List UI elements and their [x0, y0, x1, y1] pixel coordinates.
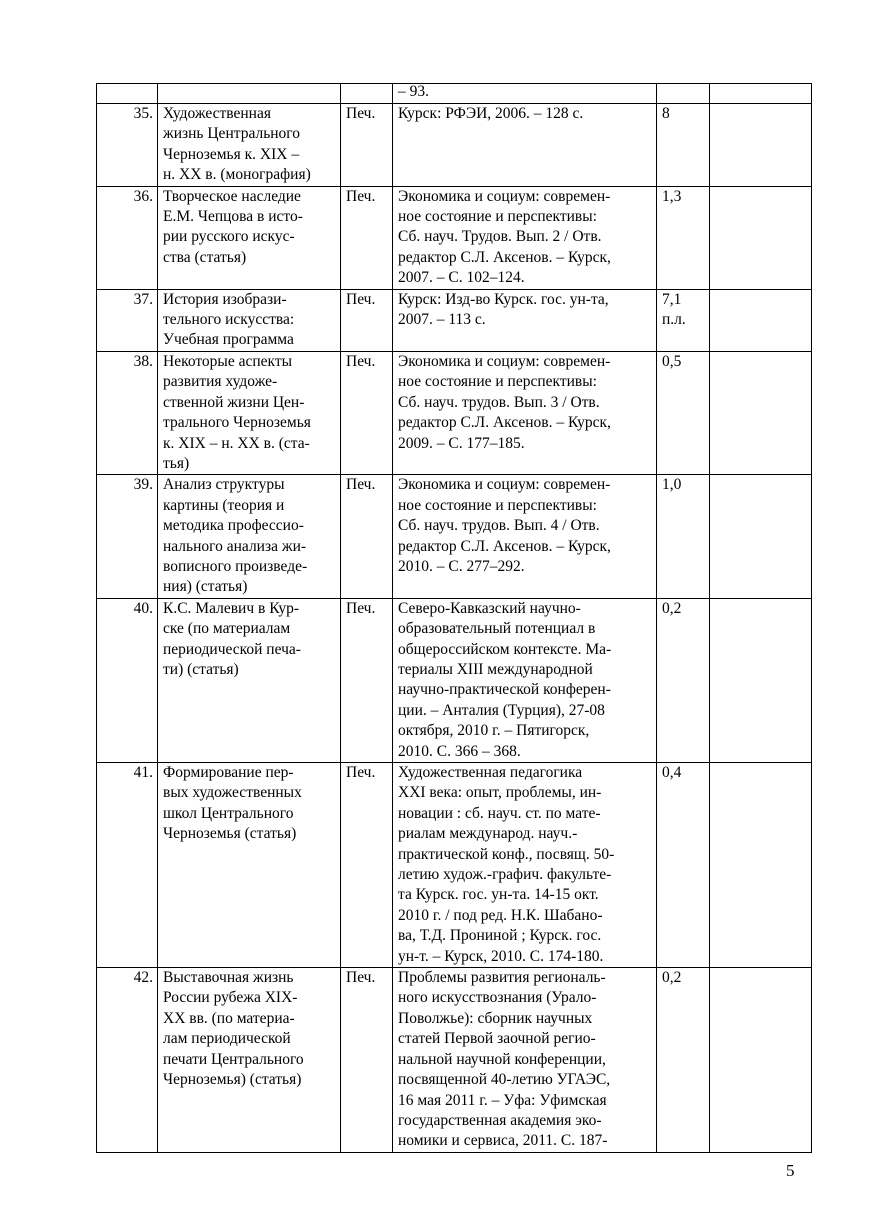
- cell-source-line: государственная академия эко-: [398, 1111, 602, 1129]
- cell-volume-line: 0,2: [662, 969, 682, 987]
- cell-title-line: лам периодической: [163, 1030, 291, 1048]
- cell-title: [158, 351, 341, 474]
- cell-source-line: 2010. – С. 277–292.: [398, 557, 525, 575]
- cell-title: [158, 289, 341, 351]
- cell-source-line: 2007. – С. 102–124.: [398, 269, 525, 287]
- cell-source-line: 2009. – С. 177–185.: [398, 434, 525, 452]
- cell-source-line: новации : сб. науч. ст. по мате-: [398, 804, 601, 822]
- cell-title: [158, 598, 341, 762]
- cell-title-line: вописного произведе-: [163, 557, 308, 575]
- cell-title: [158, 475, 341, 598]
- cell-title-line: Черноземья) (статья): [163, 1071, 302, 1089]
- cell-coauthors: [710, 84, 812, 104]
- cell-source-line: Поволжье): сборник научных: [398, 1009, 593, 1027]
- table-row: [97, 598, 812, 762]
- cell-form: [341, 84, 393, 104]
- cell-source-line: общероссийском контексте. Ма-: [398, 640, 612, 658]
- cell-title-line: периодической печа-: [163, 640, 301, 658]
- cell-title-line: Формирование пер-: [163, 764, 294, 781]
- table-row: [97, 186, 812, 289]
- cell-volume: [657, 104, 710, 187]
- cell-num: [97, 84, 158, 104]
- cell-source: [393, 968, 657, 1153]
- cell-title-line: Некоторые аспекты: [163, 352, 293, 370]
- cell-title-line: ске (по материалам: [163, 620, 291, 638]
- cell-form: Печ.: [341, 763, 393, 968]
- cell-title: [158, 84, 341, 104]
- table-row: [97, 351, 812, 474]
- cell-title-line: к. XIX – н. XX в. (ста-: [163, 434, 310, 452]
- cell-volume: [657, 968, 710, 1153]
- cell-form: Печ.: [341, 186, 393, 289]
- table-row: [97, 289, 812, 351]
- cell-source: [393, 289, 657, 351]
- cell-num: 41.: [97, 763, 158, 968]
- table-row: [97, 763, 812, 968]
- cell-title: [158, 186, 341, 289]
- cell-num: 40.: [97, 598, 158, 762]
- cell-volume-line: 0,5: [662, 352, 682, 370]
- cell-form: Печ.: [341, 475, 393, 598]
- cell-source-line: териалы XIII международной: [398, 660, 593, 678]
- cell-source-line: Экономика и социум: современ-: [398, 476, 611, 494]
- publications-table: [96, 83, 812, 1153]
- cell-num: 35.: [97, 104, 158, 187]
- cell-source-line: образовательный потенциал в: [398, 620, 596, 638]
- cell-source-line: ва, Т.Д. Прониной ; Курск. гос.: [398, 927, 602, 945]
- cell-title-line: ства (статья): [163, 248, 247, 266]
- cell-volume: [657, 289, 710, 351]
- cell-source-line: ное состояние и перспективы:: [398, 496, 597, 514]
- cell-coauthors: [710, 186, 812, 289]
- cell-source-line: XXI века: опыт, проблемы, ин-: [398, 784, 602, 802]
- cell-title-line: тья): [163, 454, 190, 472]
- cell-source: [393, 104, 657, 187]
- cell-volume: [657, 763, 710, 968]
- cell-title-line: История изобрази-: [163, 290, 287, 308]
- cell-title-line: Черноземья к. XIX –: [163, 145, 300, 163]
- cell-title-line: картины (теория и: [163, 496, 285, 514]
- cell-form: Печ.: [341, 598, 393, 762]
- cell-coauthors: [710, 351, 812, 474]
- cell-num: 38.: [97, 351, 158, 474]
- cell-source: [393, 598, 657, 762]
- cell-coauthors: [710, 763, 812, 968]
- cell-title-line: печати Центрального: [163, 1050, 304, 1068]
- cell-num: 42.: [97, 968, 158, 1153]
- cell-volume-line: 0,2: [662, 599, 682, 617]
- continuation-row: [97, 84, 812, 104]
- page-number: 5: [786, 1161, 795, 1180]
- cell-volume-line: 8: [662, 105, 670, 122]
- cell-title-line: тельного искусства:: [163, 311, 295, 329]
- cell-volume-line: 1,3: [662, 187, 682, 205]
- cell-num: 37.: [97, 289, 158, 351]
- cell-source-line: Сб. науч. трудов. Вып. 4 / Отв.: [398, 517, 600, 535]
- cell-source-line: научно-практической конферен-: [398, 681, 611, 699]
- cell-title-line: нального анализа жи-: [163, 537, 307, 555]
- cell-volume: [657, 186, 710, 289]
- cell-source-line: Сб. науч. трудов. Вып. 3 / Отв.: [398, 393, 600, 411]
- cell-volume-line: 7,1: [662, 290, 682, 308]
- cell-title-line: методика профессио-: [163, 517, 304, 535]
- cell-source-line: практической конф., посвящ. 50-: [398, 845, 615, 863]
- cell-title: [158, 968, 341, 1153]
- cell-source-line: Курск: Изд-во Курск. гос. ун-та,: [398, 290, 609, 308]
- cell-source-line: Северо-Кавказский научно-: [398, 599, 581, 617]
- cell-title-line: Выставочная жизнь: [163, 969, 294, 987]
- cell-source-line: номики и сервиса, 2011. С. 187-: [398, 1132, 608, 1150]
- cell-source-line: ун-т. – Курск, 2010. С. 174-180.: [398, 947, 604, 965]
- cell-source-line: редактор С.Л. Аксенов. – Курск,: [398, 537, 611, 555]
- cell-source-line: 2007. – 113 с.: [398, 311, 486, 329]
- cell-title-line: ния) (статья): [163, 578, 248, 596]
- cell-title-line: России рубежа XIX-: [163, 989, 298, 1007]
- cell-title-line: трального Черноземья: [163, 414, 311, 432]
- cell-form: Печ.: [341, 289, 393, 351]
- cell-source-line: Проблемы развития региональ-: [398, 969, 606, 987]
- cell-volume-line: 1,0: [662, 476, 682, 494]
- cell-source-line: посвященной 40-летию УГАЭС,: [398, 1071, 611, 1089]
- cell-title-line: Е.М. Чепцова в исто-: [163, 208, 303, 226]
- cell-source-line: ное состояние и перспективы:: [398, 373, 597, 391]
- cell-volume: [657, 475, 710, 598]
- cell-source-line: ного искусствознания (Урало-: [398, 989, 597, 1007]
- cell-form: Печ.: [341, 351, 393, 474]
- cell-source-line: Экономика и социум: современ-: [398, 352, 611, 370]
- cell-source: [393, 351, 657, 474]
- cell-title-line: К.С. Малевич в Кур-: [163, 599, 300, 617]
- cell-volume: [657, 598, 710, 762]
- cell-title-line: вых художественных: [163, 784, 302, 802]
- cell-volume: [657, 84, 710, 104]
- cell-source-line: ное состояние и перспективы:: [398, 208, 597, 226]
- cell-form: Печ.: [341, 968, 393, 1153]
- cell-title-line: Учебная программа: [163, 331, 294, 349]
- table-row: [97, 968, 812, 1153]
- cell-title-line: ти) (статья): [163, 660, 239, 678]
- cell-num: 36.: [97, 186, 158, 289]
- cell-source-line: Сб. науч. Трудов. Вып. 2 / Отв.: [398, 228, 602, 246]
- cell-source-line: редактор С.Л. Аксенов. – Курск,: [398, 248, 611, 266]
- cell-title-line: Творческое наследие: [163, 187, 301, 205]
- cell-source-line: статей Первой заочной регио-: [398, 1030, 596, 1048]
- cell-source-line: Художественная педагогика: [398, 764, 583, 781]
- cell-volume-line: п.л.: [662, 311, 686, 329]
- cell-form: Печ.: [341, 104, 393, 187]
- cell-coauthors: [710, 968, 812, 1153]
- cell-volume: [657, 351, 710, 474]
- cell-title-line: н. XX в. (монография): [163, 166, 311, 184]
- cell-source-line: 2010 г. / под ред. Н.К. Шабано-: [398, 906, 603, 924]
- cell-title: [158, 763, 341, 968]
- cell-title-line: XX вв. (по материа-: [163, 1009, 295, 1027]
- cell-title-line: ственной жизни Цен-: [163, 393, 305, 411]
- cell-title-line: Художественная: [163, 105, 271, 122]
- cell-source-line: октября, 2010 г. – Пятигорск,: [398, 722, 590, 740]
- cell-source-line: Курск: РФЭИ, 2006. – 128 с.: [398, 105, 584, 122]
- cell-title-line: школ Центрального: [163, 804, 294, 822]
- cell-source-line: Экономика и социум: современ-: [398, 187, 611, 205]
- cell-source-line: нальной научной конференции,: [398, 1050, 606, 1068]
- cell-source-line: летию худож.-графич. факульте-: [398, 866, 612, 884]
- cell-coauthors: [710, 598, 812, 762]
- cell-source-line: риалам международ. науч.-: [398, 825, 578, 843]
- cell-title-line: развития художе-: [163, 373, 278, 391]
- cell-source-line: 2010. С. 366 – 368.: [398, 742, 521, 760]
- cell-source: [393, 186, 657, 289]
- cell-title-line: Черноземья (статья): [163, 825, 297, 843]
- cell-coauthors: [710, 475, 812, 598]
- cell-source-line: та Курск. гос. ун-та. 14-15 окт.: [398, 886, 599, 904]
- cell-source: [393, 763, 657, 968]
- cell-title-line: рии русского искус-: [163, 228, 295, 246]
- cell-coauthors: [710, 104, 812, 187]
- cell-volume-line: 0,4: [662, 764, 682, 781]
- cell-source: – 93.: [393, 84, 657, 104]
- cell-source-line: 16 мая 2011 г. – Уфа: Уфимская: [398, 1091, 607, 1109]
- cell-title-line: жизнь Центрального: [163, 125, 301, 143]
- cell-coauthors: [710, 289, 812, 351]
- table-row: [97, 104, 812, 187]
- cell-title: [158, 104, 341, 187]
- cell-source: [393, 475, 657, 598]
- cell-num: 39.: [97, 475, 158, 598]
- cell-source-line: ции. – Анталия (Турция), 27-08: [398, 701, 605, 719]
- cell-title-line: Анализ структуры: [163, 476, 285, 494]
- cell-source-line: редактор С.Л. Аксенов. – Курск,: [398, 414, 611, 432]
- table-row: [97, 475, 812, 598]
